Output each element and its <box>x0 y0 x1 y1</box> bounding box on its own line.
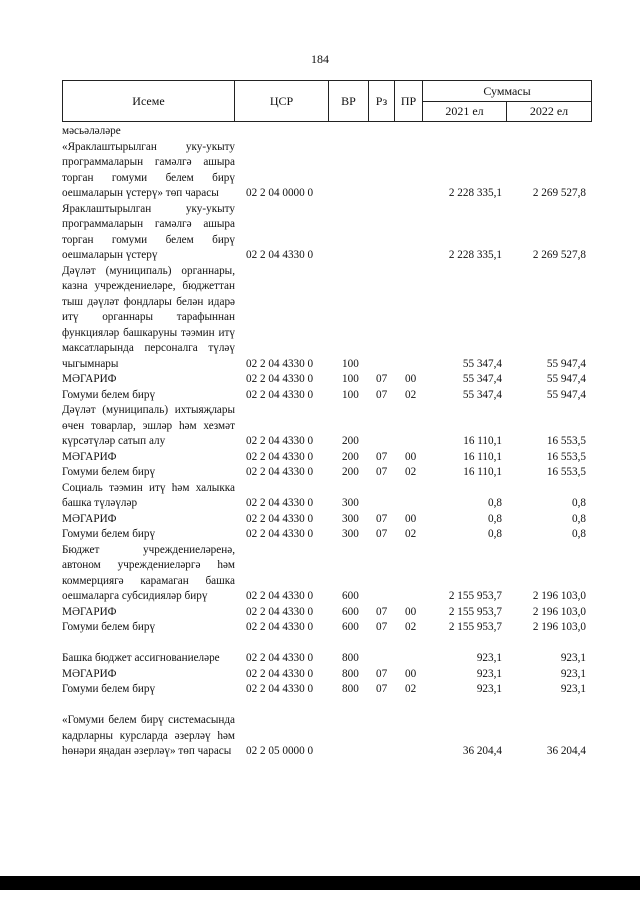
row-pr: 00 <box>405 667 417 680</box>
row-pr: 02 <box>405 466 417 478</box>
row-rz: 07 <box>376 512 388 525</box>
row-vr: 100 <box>342 388 359 401</box>
row-pr: 00 <box>405 373 417 385</box>
row-name: мәсьәләләре <box>62 125 121 137</box>
row-name: МӘГАРИФ <box>62 605 117 618</box>
row-name: Дәүләт (муниципаль) ихтыяҗлары өчен товарлар, эшләр һәм хезмәт күрсәтүләр сатып алу <box>62 404 235 447</box>
row-rz: 07 <box>376 605 388 618</box>
row-value-2021: 16 110,1 <box>463 450 502 463</box>
row-value-2021: 55 347,4 <box>462 373 502 385</box>
header-vr: ВР <box>329 81 369 121</box>
row-vr: 200 <box>342 466 359 478</box>
row-vr: 100 <box>342 373 359 385</box>
row-name: МӘГАРИФ <box>62 512 117 525</box>
row-rz: 07 <box>376 373 388 385</box>
table-row <box>62 527 592 543</box>
table-header <box>62 80 592 122</box>
row-value-2021: 16 110,1 <box>463 435 502 447</box>
row-value-2022: 2 269 527,8 <box>532 187 586 199</box>
row-name: Социаль тәэмин итү һәм халыкка башка түләүләр <box>62 481 235 509</box>
row-name: МӘГАРИФ <box>62 667 117 680</box>
row-vr: 200 <box>342 435 359 447</box>
header-rz: Рз <box>369 81 395 121</box>
table-row <box>62 620 592 636</box>
row-value-2022: 36 204,4 <box>546 745 586 757</box>
row-vr: 100 <box>342 357 359 370</box>
row-csr: 02 2 04 4330 0 <box>246 683 314 695</box>
row-rz: 07 <box>376 528 388 540</box>
row-value-2021: 2 155 953,7 <box>448 605 502 618</box>
row-rz: 07 <box>376 683 388 695</box>
row-vr: 600 <box>342 605 359 618</box>
row-value-2021: 55 347,4 <box>462 357 502 370</box>
row-name: Гомуми белем бирү <box>62 528 156 540</box>
row-name: Дәүләт (муниципаль) органнары, казна учреждениеләре, бюджеттан тыш дәүләт фондлары белән идарә итү органнары тарафыннан функцияләр башкаруны тәэмин итү максатларында персоналга түләү чыгымнары <box>62 264 235 370</box>
row-csr: 02 2 05 0000 0 <box>246 745 314 757</box>
table-row <box>62 682 592 698</box>
row-csr: 02 2 04 4330 0 <box>246 590 314 602</box>
table-row <box>62 403 592 450</box>
row-value-2021: 55 347,4 <box>462 388 502 401</box>
table-row <box>62 698 592 760</box>
row-value-2021: 16 110,1 <box>463 466 502 478</box>
row-vr: 800 <box>342 652 359 664</box>
row-csr: 02 2 04 4330 0 <box>246 528 314 540</box>
row-value-2022: 16 553,5 <box>546 435 586 447</box>
row-value-2021: 36 204,4 <box>462 745 502 757</box>
table-body <box>62 124 592 760</box>
row-csr: 02 2 04 4330 0 <box>246 667 314 680</box>
row-csr: 02 2 04 4330 0 <box>246 497 314 509</box>
header-year-2022: 2022 ел <box>529 103 569 118</box>
row-pr: 02 <box>405 388 417 401</box>
table-row <box>62 667 592 683</box>
row-vr: 800 <box>342 683 359 695</box>
row-rz: 07 <box>376 388 388 401</box>
row-rz: 07 <box>376 667 388 680</box>
scan-edge-bar <box>0 876 640 890</box>
row-value-2022: 923,1 <box>560 683 586 695</box>
row-value-2022: 0,8 <box>572 528 586 540</box>
table-row <box>62 450 592 466</box>
row-rz: 07 <box>376 621 388 633</box>
row-value-2022: 923,1 <box>560 652 586 664</box>
row-name: Гомуми белем бирү <box>62 683 156 695</box>
row-csr: 02 2 04 4330 0 <box>246 466 314 478</box>
row-value-2021: 923,1 <box>476 683 502 695</box>
table-row <box>62 140 592 202</box>
header-year-2021: 2021 ел <box>423 101 507 121</box>
row-value-2022: 2 196 103,0 <box>532 590 586 602</box>
page-number: 184 <box>311 52 329 66</box>
row-name: Башка бюджет ассигнованиеләре <box>62 652 220 664</box>
row-value-2021: 0,8 <box>488 528 502 540</box>
row-csr: 02 2 04 4330 0 <box>246 652 314 664</box>
row-pr: 02 <box>405 621 417 633</box>
row-value-2022: 0,8 <box>572 497 586 509</box>
row-value-2021: 923,1 <box>476 652 502 664</box>
row-csr: 02 2 04 0000 0 <box>246 187 314 199</box>
table-row <box>62 124 592 140</box>
row-pr: 00 <box>405 605 417 618</box>
row-vr: 800 <box>342 667 359 680</box>
row-value-2021: 2 155 953,7 <box>448 590 502 602</box>
row-pr: 00 <box>405 512 417 525</box>
row-name: Гомуми белем бирү <box>62 388 156 401</box>
row-value-2022: 0,8 <box>572 512 586 525</box>
row-csr: 02 2 04 4330 0 <box>246 450 314 463</box>
row-name: Яраклаштырылган уку-укыту программаларын гамәлгә ашыра торган гомуми белем бирү оешмаларын үстерү <box>62 202 235 261</box>
row-value-2022: 923,1 <box>560 667 586 680</box>
row-vr: 200 <box>342 450 359 463</box>
row-csr: 02 2 04 4330 0 <box>246 249 314 261</box>
row-name: Гомуми белем бирү <box>62 621 156 633</box>
row-csr: 02 2 04 4330 0 <box>246 435 314 447</box>
row-vr: 600 <box>342 590 359 602</box>
row-value-2022: 2 196 103,0 <box>532 605 586 618</box>
row-value-2022: 2 269 527,8 <box>532 249 586 261</box>
row-value-2021: 2 228 335,1 <box>448 187 502 199</box>
row-csr: 02 2 04 4330 0 <box>246 512 314 525</box>
table-row <box>62 512 592 528</box>
header-sums: Суммасы <box>423 81 591 102</box>
row-csr: 02 2 04 4330 0 <box>246 605 314 618</box>
row-value-2021: 0,8 <box>488 497 502 509</box>
row-vr: 300 <box>342 497 359 509</box>
row-value-2021: 0,8 <box>488 512 502 525</box>
row-value-2022: 16 553,5 <box>546 466 586 478</box>
row-pr: 00 <box>405 450 417 463</box>
row-name: «Яраклаштырылган уку-укыту программаларын гамәлгә ашыра торган гомуми белем бирү оешмаларын үстерү» төп чарасы <box>62 140 235 199</box>
row-name: МӘГАРИФ <box>62 450 117 463</box>
table-row <box>62 372 592 388</box>
row-csr: 02 2 04 4330 0 <box>246 621 314 633</box>
row-value-2022: 16 553,5 <box>546 450 586 463</box>
table-row <box>62 388 592 404</box>
row-vr: 300 <box>342 528 359 540</box>
row-csr: 02 2 04 4330 0 <box>246 373 314 385</box>
table-row <box>62 605 592 621</box>
row-rz: 07 <box>376 450 388 463</box>
row-pr: 02 <box>405 683 417 695</box>
row-value-2022: 55 947,4 <box>546 373 586 385</box>
header-pr: ПР <box>395 81 423 121</box>
row-value-2021: 2 155 953,7 <box>448 621 502 633</box>
row-pr: 02 <box>405 528 417 540</box>
header-name: Исеме <box>63 81 235 121</box>
row-rz: 07 <box>376 466 388 478</box>
row-vr: 300 <box>342 512 359 525</box>
row-csr: 02 2 04 4330 0 <box>246 388 314 401</box>
table-row <box>62 465 592 481</box>
row-name: «Гомуми белем бирү системасында кадрларны курсларда әзерләү һәм һөнәри яңадан әзерләү» төп чарасы <box>62 714 235 757</box>
row-value-2022: 55 947,4 <box>546 388 586 401</box>
row-value-2021: 2 228 335,1 <box>448 249 502 261</box>
table-row <box>62 543 592 605</box>
row-name: Бюджет учреждениеләренә, автоном учреждениеләргә һәм коммерциягә карамаган башка оешмаларга субсидияләр бирү <box>62 543 235 602</box>
row-value-2022: 2 196 103,0 <box>532 621 586 633</box>
table-row <box>62 636 592 667</box>
row-value-2021: 923,1 <box>476 667 502 680</box>
row-value-2022: 55 947,4 <box>546 357 586 370</box>
row-name: МӘГАРИФ <box>62 373 117 385</box>
table-row <box>62 481 592 512</box>
row-name: Гомуми белем бирү <box>62 466 156 478</box>
row-csr: 02 2 04 4330 0 <box>246 357 314 370</box>
table-row <box>62 202 592 264</box>
table-row <box>62 264 592 373</box>
header-csr: ЦСР <box>235 81 329 121</box>
row-vr: 600 <box>342 621 359 633</box>
